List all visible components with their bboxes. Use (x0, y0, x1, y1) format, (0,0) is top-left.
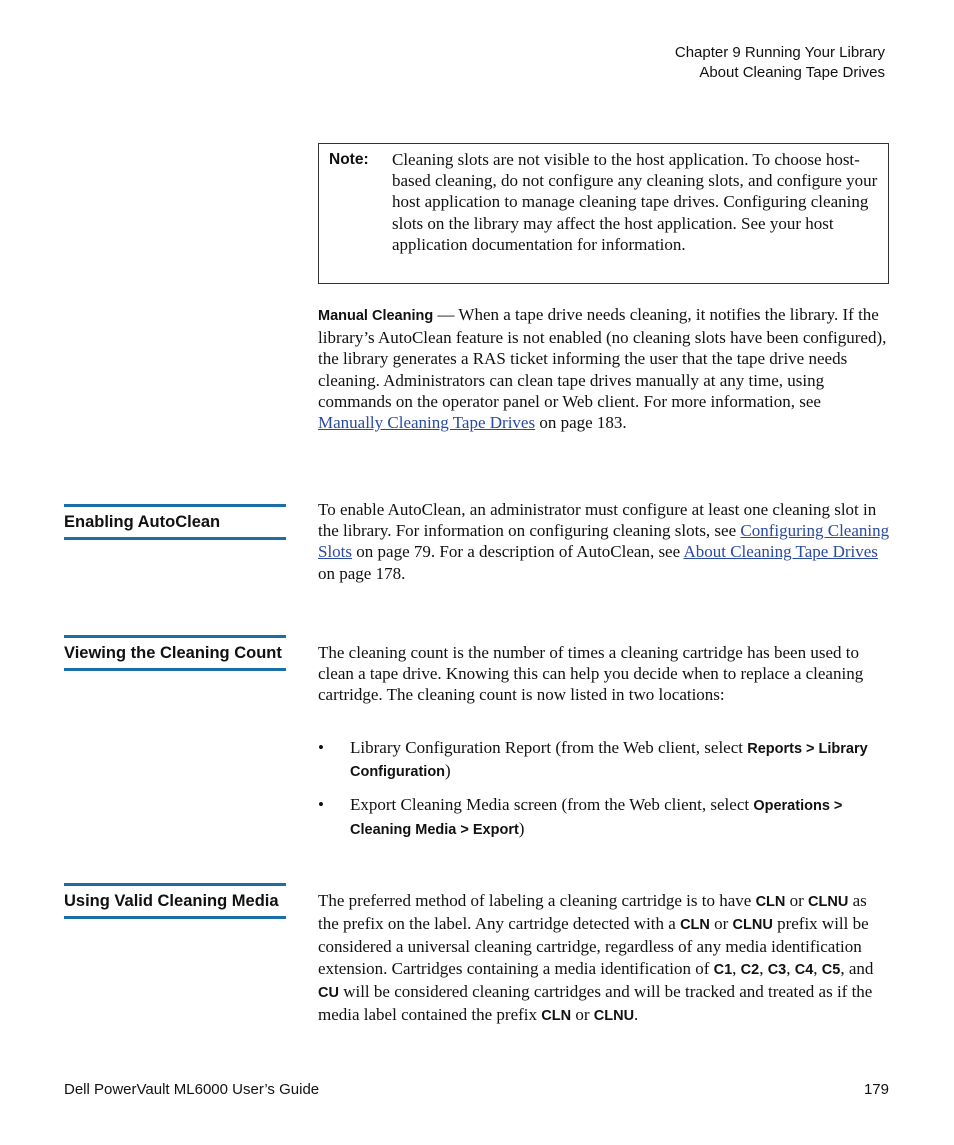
section-title: About Cleaning Tape Drives (699, 64, 885, 81)
code-label: C3 (767, 961, 787, 978)
heading-enabling-autoclean (64, 504, 286, 540)
paragraph-text: To enable AutoClean, an administrator must configure at least one cleaning slot in the library. For information on configuring cleaning slots, see (318, 500, 877, 541)
list-item-text: ) (445, 761, 451, 781)
link-about-cleaning-tape-drives[interactable]: About Cleaning Tape Drives (683, 542, 878, 562)
code-label: CLN (541, 1008, 572, 1025)
code-label: CLNU (732, 917, 773, 934)
paragraph-text: on page 79. For a description of AutoClean, see (352, 542, 684, 562)
bullet: • (318, 795, 324, 815)
code-label: C5 (821, 961, 841, 978)
footer-guide-title: Dell PowerVault ML6000 User’s Guide (64, 1081, 320, 1098)
note-box (318, 143, 889, 284)
paragraph-text: When a tape drive needs cleaning, it notifies the library. If the library’s AutoClean feature is not enabled (no cleaning slots have been configured), the library generates a RAS ticket informing the user that the tape drive needs cleaning. Administrators can clean tape drives manually at any time, using commands on the operator panel or Web client. For more information, see (318, 305, 887, 411)
heading-text: Enabling AutoClean (64, 513, 221, 531)
ui-path: Operations > Cleaning Media > Export (350, 798, 843, 838)
heading-text: Using Valid Cleaning Media (64, 892, 279, 910)
ui-path: Reports > Library Configuration (350, 741, 868, 781)
cleaning-count-locations-list (318, 737, 890, 841)
paragraph-text: on page 178. (318, 563, 406, 583)
code-label: C4 (794, 961, 814, 978)
code-label: CLNU (808, 894, 849, 910)
code-label: CLNU (593, 1008, 635, 1025)
chapter-title: Chapter 9 Running Your Library (674, 44, 885, 61)
link-manually-cleaning[interactable]: Manually Cleaning Tape Drives (318, 413, 536, 433)
heading-viewing-cleaning-count (64, 635, 286, 671)
list-item-text: Export Cleaning Media screen (from the Web client, select (350, 795, 754, 815)
footer-page-number: 179 (863, 1081, 889, 1098)
manual-cleaning-paragraph (318, 304, 890, 433)
list-item-text: Library Configuration Report (from the Web client, select (350, 738, 748, 757)
enabling-paragraph (318, 499, 890, 584)
em-dash: — (433, 305, 459, 324)
code-label: C2 (740, 961, 760, 978)
manual-cleaning-runin: Manual Cleaning (318, 308, 434, 324)
list-item (318, 794, 890, 840)
code-label: C1 (713, 961, 733, 978)
code-label: CU (318, 984, 339, 1001)
paragraph-text: on page 183. (535, 413, 627, 433)
list-item-text: ) (518, 818, 525, 838)
heading-using-valid-cleaning-media (64, 883, 286, 919)
viewing-paragraph: The cleaning count is the number of times a cleaning cartridge has been used to clean a tape drive. Knowing this can help you decide when to replace a cleaning cartridge. The cleaning count is now listed in two locations: (318, 643, 864, 705)
code-label: CLN (680, 917, 710, 934)
note-text: Cleaning slots are not visible to the host application. To choose host-based cleaning, do not configure any cleaning slots, and configure your host application to manage cleaning tape drives. Configuring cleaning slots on the library may affect the host application. See your host application documentation for information. (392, 150, 878, 254)
link-configuring-cleaning-slots[interactable]: Configuring Cleaning Slots (318, 521, 890, 562)
heading-text: Viewing the Cleaning Count (64, 644, 282, 662)
running-header (675, 43, 885, 83)
bullet: • (318, 738, 324, 757)
list-item (318, 737, 890, 783)
using-paragraph: The preferred method of labeling a cleaning cartridge is to have CLN or CLNU as the prefix on the label. Any cartridge detected with a CLN or CLNU prefix will be considered a universal cleaning cartridge, regardless of any media identification extension. Cartridges containing a media identification of C1, C2, C3, C4, C5, and CU will be considered cleaning cartridges and will be tracked and treated as if the media label contained the prefix CLN or CLNU. (318, 891, 874, 1025)
note-label: Note: (329, 151, 369, 168)
code-label: CLN (755, 894, 786, 910)
